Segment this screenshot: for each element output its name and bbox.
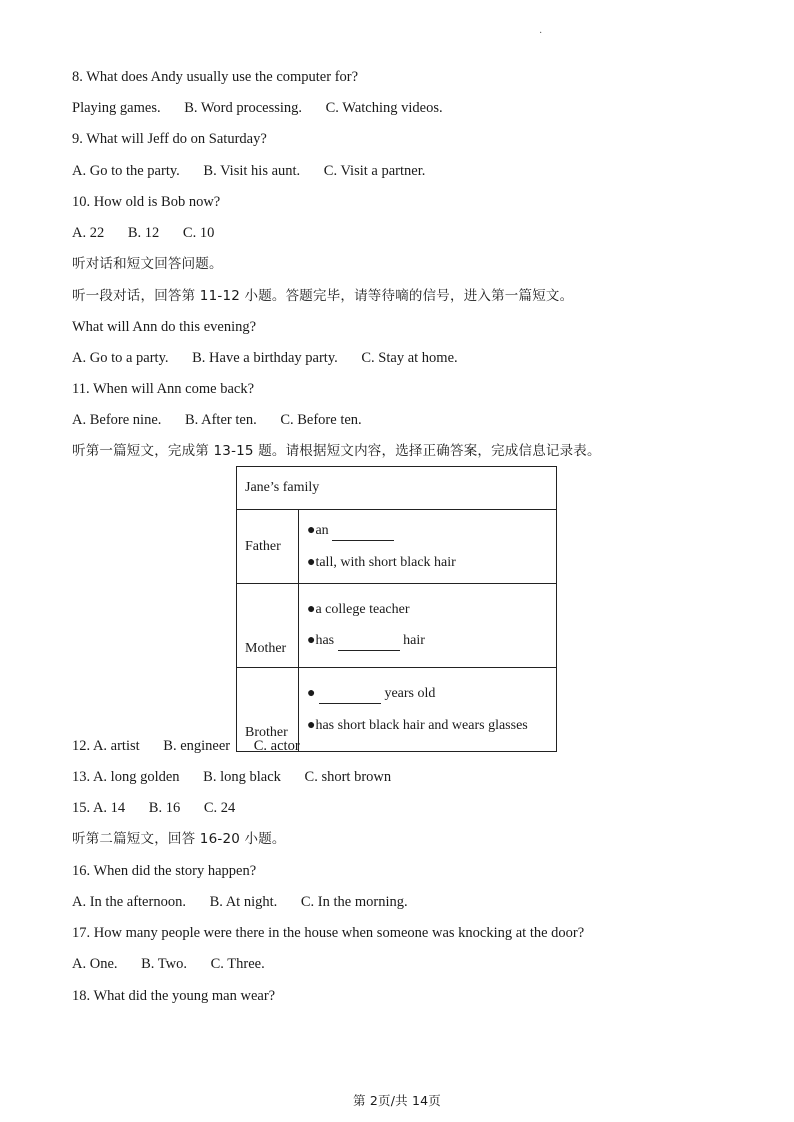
- option: A. In the afternoon.: [72, 894, 186, 910]
- option: Playing games.: [72, 100, 161, 116]
- question-17: 17. How many people were there in the house when someone was knocking at the door?: [72, 925, 585, 941]
- option: C. Watching videos.: [325, 100, 443, 116]
- detail-text: ●tall, with short black hair: [307, 554, 456, 570]
- question-ann-evening: What will Ann do this evening?: [72, 319, 257, 335]
- option: B. After ten.: [185, 412, 257, 428]
- option: C. Stay at home.: [361, 350, 458, 366]
- option: B. 12: [127, 225, 160, 241]
- question-15-options: [72, 799, 235, 817]
- question-16: 16. When did the story happen?: [72, 863, 257, 879]
- detail-text: hair: [403, 632, 425, 648]
- option: C. Visit a partner.: [323, 163, 426, 179]
- table-title: Jane’s family: [237, 467, 557, 510]
- detail-text: ●: [307, 685, 316, 701]
- answer-blank: [319, 685, 381, 704]
- option: A. 22: [72, 225, 105, 241]
- detail-text: ●an: [307, 522, 329, 538]
- option: C. actor: [253, 738, 300, 754]
- question-10: 10. How old is Bob now?: [72, 194, 221, 210]
- option: B. Visit his aunt.: [203, 163, 301, 179]
- row-details: [299, 584, 557, 668]
- question-18: 18. What did the young man wear?: [72, 988, 276, 1004]
- question-11: 11. When will Ann come back?: [72, 381, 255, 397]
- question-17-options: [72, 955, 265, 973]
- option: A. Before nine.: [72, 412, 162, 428]
- question-8: 8. What does Andy usually use the computer for?: [72, 69, 359, 85]
- question-8-options: [72, 99, 443, 117]
- option: 12. A. artist: [72, 738, 140, 754]
- option: B. At night.: [209, 894, 278, 910]
- row-details: [299, 510, 557, 584]
- option: C. 24: [203, 800, 236, 816]
- option: C. Before ten.: [280, 412, 362, 428]
- option: B. Word processing.: [184, 100, 303, 116]
- question-10-options: [72, 224, 214, 242]
- section-passage2-instruction: 听第二篇短文，回答 16-20 小题。: [72, 831, 286, 847]
- question-12-options: [72, 737, 300, 755]
- detail-text: ●has short black hair and wears glasses: [307, 717, 528, 733]
- section-passage1-instruction: 听第一篇短文，完成第 13-15 题。请根据短文内容，选择正确答案，完成信息记录表。: [72, 443, 601, 459]
- page-footer: 第 2页/共 14页: [352, 1093, 442, 1108]
- option: A. Go to a party.: [72, 350, 169, 366]
- table-row-mother: [237, 584, 557, 668]
- detail-text: ●has: [307, 632, 335, 648]
- option: 13. A. long golden: [72, 769, 180, 785]
- row-label: Brother: [237, 668, 299, 752]
- option: B. long black: [203, 769, 281, 785]
- table-row-father: [237, 510, 557, 584]
- detail-text: years old: [384, 685, 436, 701]
- option: C. In the morning.: [300, 894, 408, 910]
- option: B. Have a birthday party.: [192, 350, 338, 366]
- option: A. Go to the party.: [72, 163, 180, 179]
- option: A. One.: [72, 956, 118, 972]
- option: C. short brown: [304, 769, 392, 785]
- question-11-options: [72, 411, 362, 429]
- question-16-options: [72, 893, 408, 911]
- question-ann-evening-options: [72, 349, 458, 367]
- family-info-table: [236, 466, 557, 752]
- option: B. 16: [148, 800, 181, 816]
- page-mark: ·: [539, 28, 543, 39]
- option: B. engineer: [163, 738, 231, 754]
- question-9: 9. What will Jeff do on Saturday?: [72, 131, 267, 147]
- section-dialog-title: 听对话和短文回答问题。: [72, 256, 223, 272]
- question-13-options: [72, 768, 391, 786]
- row-label: Father: [237, 510, 299, 584]
- answer-blank: [332, 522, 394, 541]
- section-dialog-instruction: 听一段对话，回答第 11-12 小题。答题完毕，请等待嘀的信号，进入第一篇短文。: [72, 288, 574, 304]
- row-label: Mother: [237, 584, 299, 668]
- option: C. Three.: [210, 956, 265, 972]
- detail-text: ●a college teacher: [307, 601, 410, 617]
- answer-blank: [338, 632, 400, 651]
- option: 15. A. 14: [72, 800, 126, 816]
- option: C. 10: [182, 225, 215, 241]
- question-9-options: [72, 162, 425, 180]
- option: B. Two.: [141, 956, 187, 972]
- row-details: [299, 668, 557, 752]
